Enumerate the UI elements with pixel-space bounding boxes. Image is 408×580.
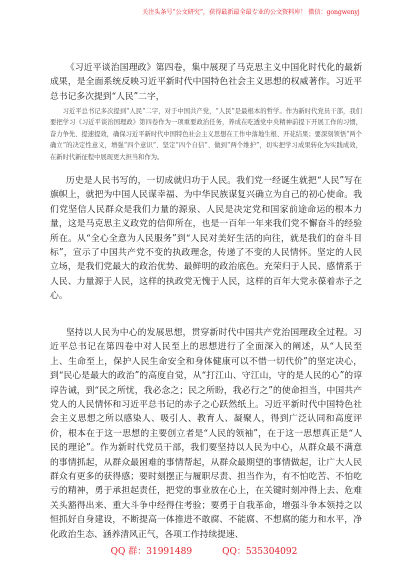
qq-label: QQ：535304092: [222, 547, 298, 557]
qq-group-label: QQ 群：31991489: [110, 547, 193, 557]
promo-header: [142, 9, 404, 17]
contact-footer: [0, 544, 408, 557]
summary-inset: 习近平总书记多次提到“人民”二字，对于中国共产党，“人民”是最根本的哲学。作为新时代党员干部，我们要把学习《习近平谈治国理政》第四卷作为一项重要政治任务，养成在吃透党中央精神前提下开展工作的习惯，奋力争先、提速提效，确保习近平新时代中国特色社会主义思想在工作中落地生根、开花结果；要深刻领悟“两个确立”的决定性意义，增强“四个意识”、坚定“四个自信”、做到“两个维护”，切实把学习成果转化为实践成效，在新时代新征程中展现更大担当和作为。: [50, 108, 362, 161]
paragraph-people: 历史是人民书写的，一切成就归功于人民。我们党一经诞生就把“人民”写在旗帜上，就把为中国人民谋幸福、为中华民族谋复兴确立为自己的初心使命。我们党坚信人民群众是我们力量的源泉、人民是决定党和国家前途命运的根本力量，这是马克思主义政党的信仰所在，也是一百年一年来我们党不懈奋斗的经验所在。从“全心全意为人民服务”到“人民对美好生活的向往，就是我们的奋斗目标”，宣示了中国共产党不变的执政理念，传递了不变的人民情怀。坚定的人民立场，是我们党最大的政治优势、最鲜明的政治底色。充荣归于人民、感情系于人民、力量源于人民，这样的执政党无愧于人民，这样的百年大党永葆着赤子之心。: [50, 176, 362, 302]
promo-header-text: 关注头条号“公文研究”，获得最新最全最专业的公文资料库！ 微信：gongwenyj: [142, 9, 360, 16]
paragraph-people-centered: 坚持以人民为中心的发展思想，贯穿新时代中国共产党治国理政全过程。习近平总书记在第四卷中对人民至上的思想进行了全面深入的阐述，从“人民至上、生命至上，保护人民生命安全和身体健康可以不惜一切代价”的坚定决心，到“民心是最大的政治”的高度自觉，从“打江山、守江山，守的是人民的心”的谆谆告诫，到“民之所忧，我必念之；民之所盼，我必行之”的使命担当，中国共产党人的人民情怀和习近平总书记的赤子之心跃然纸上。习近平新时代中国特色社会主义思想之所以感染人、吸引人、教育人、凝聚人，得到广泛认同和高度评价，根本在于这一思想的主要创立者是“人民的领袖”，在于这一思想真正是“人民的理论”。作为新时代党员干部，我们要坚持以人民为中心，从群众最不满意的事情抓起，从群众最困难的事情帮起，从群众最期望的事情做起，让广大人民群众有更多的获得感；要时刻摆正与履职尽责、担当作为，有不怕吃苦、不怕吃亏的精神，勇于承担起责任，把党的事业放在心上，在关键时刻冲得上去、危难关头豁得出来、重大斗争中经得住考验；要勇于自我革命，增强斗争本领持之以恒抓好自身建设，不断提高一体推进不敢腐、不能腐、不想腐的能力和水平，净化政治生态、涵养清风正气，各项工作持续提速、: [50, 328, 362, 540]
intro-paragraph: 《习近平谈治国理政》第四卷，集中展现了马克思主义中国化时代化的最新成果，是全面系统反映习近平新时代中国特色社会主义思想的权威著作。习近平总书记多次提到“人民”二字，: [50, 63, 362, 102]
